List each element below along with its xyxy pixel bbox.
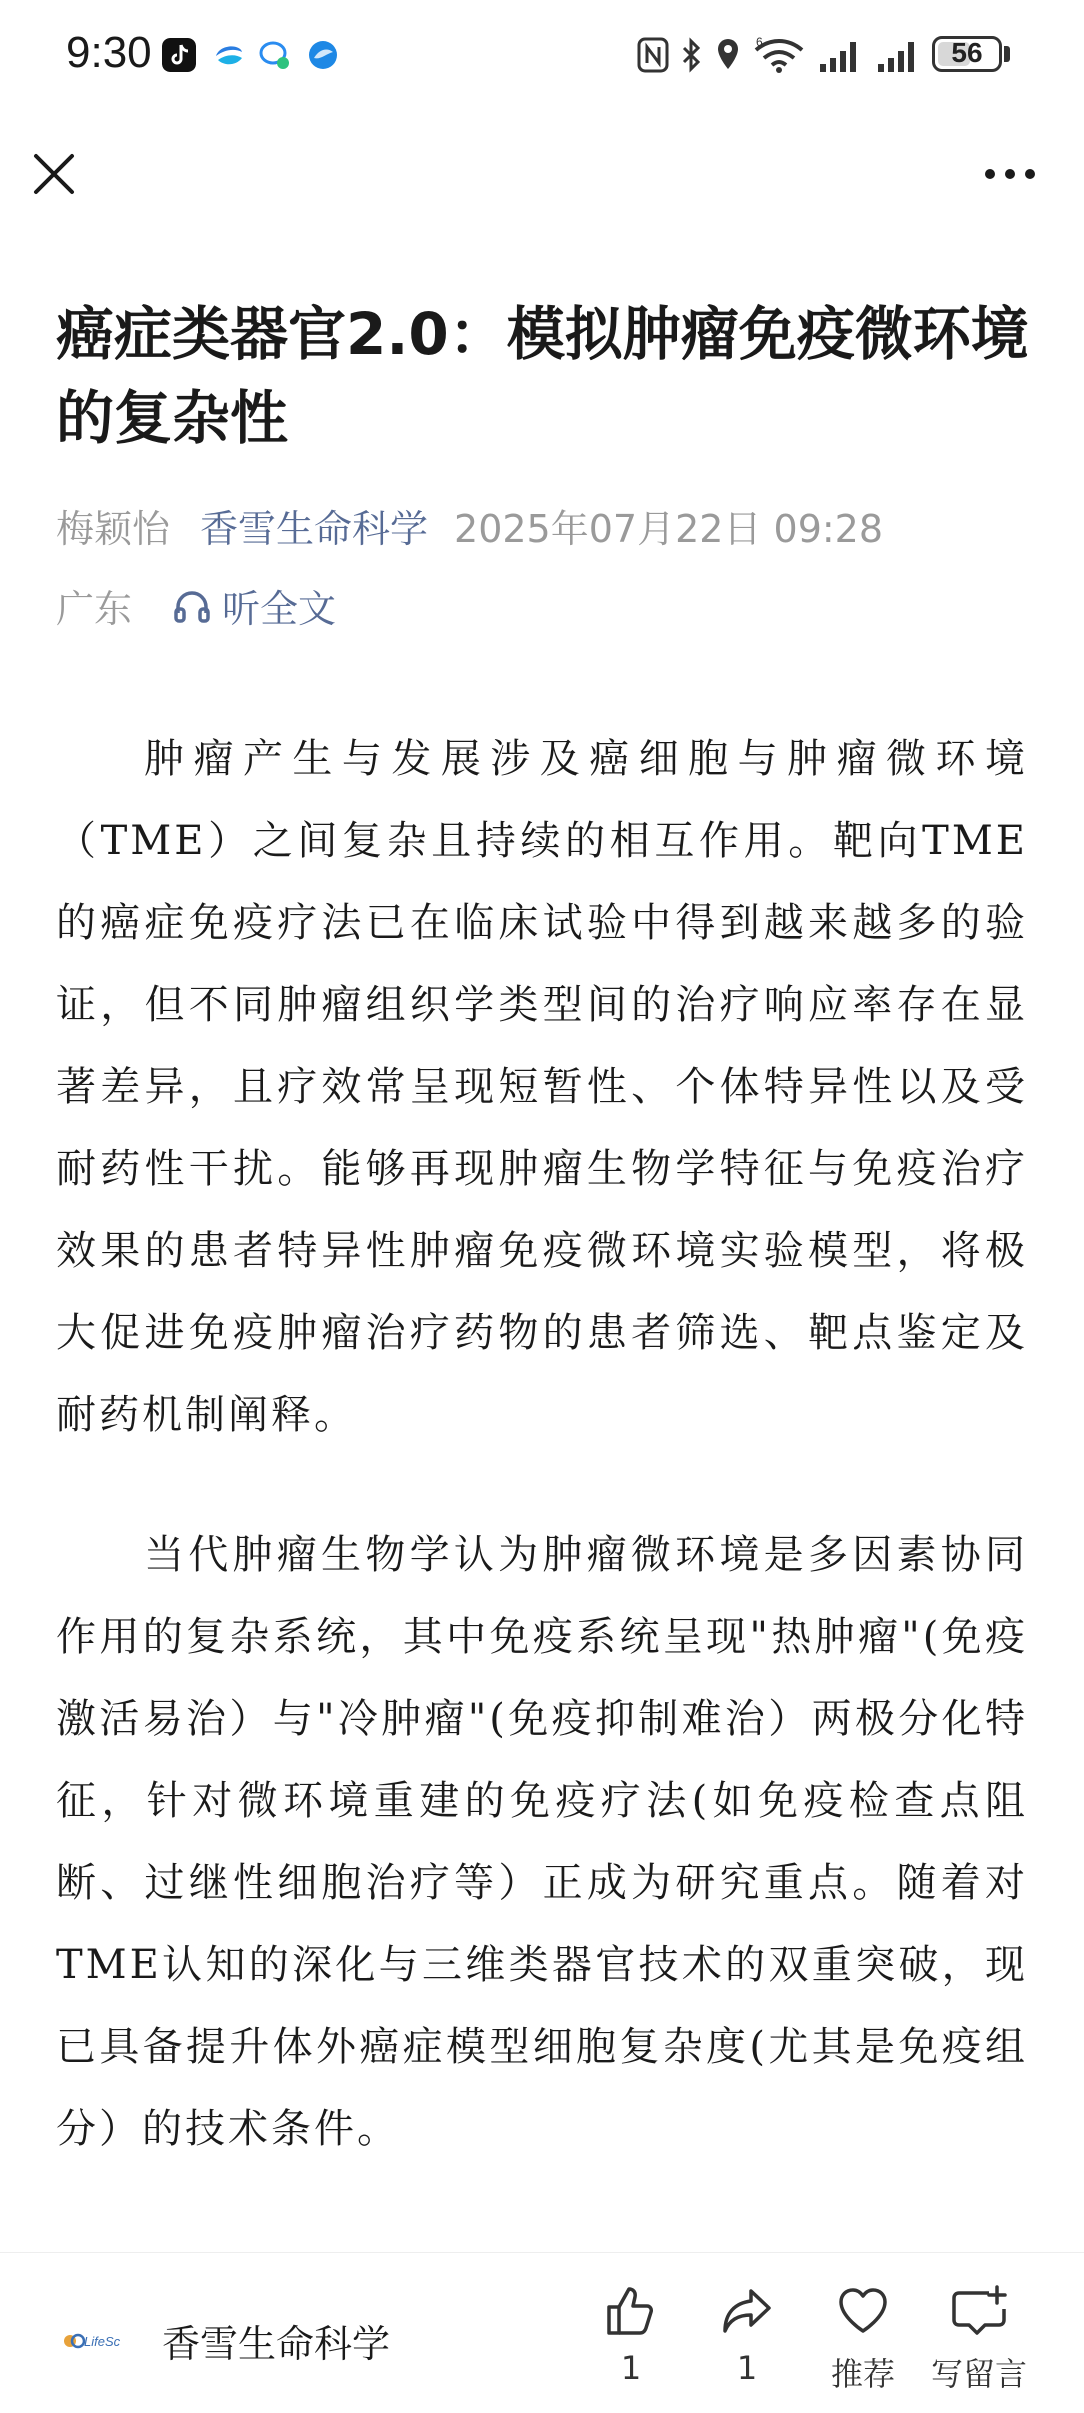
browser-icon bbox=[306, 38, 340, 72]
author-name: 梅颖怡 bbox=[56, 507, 171, 551]
app-icon bbox=[212, 38, 246, 72]
article-paragraph: 当代肿瘤生物学认为肿瘤微环境是多因素协同作用的复杂系统，其中免疫系统呈现"热肿瘤"(免疫激活易治）与"冷肿瘤"(免疫抑制难治）两极分化特征，针对微环境重建的免疫疗法(如免疫检查点阻断、过继性细胞治疗等）正成为研究重点。随着对TME认知的深化与三维类器官技术的双重突破，现已具备提升体外癌症模型细胞复杂度(尤其是免疫组分）的技术条件。 bbox=[56, 1532, 1028, 2152]
like-button[interactable] bbox=[576, 2283, 686, 2387]
heart-icon bbox=[835, 2283, 891, 2339]
listen-button[interactable] bbox=[172, 578, 336, 633]
article-title: 癌症类器官2.0：模拟肿瘤免疫微环境的复杂性 bbox=[56, 300, 1029, 452]
recommend-button[interactable] bbox=[808, 2283, 918, 2395]
article-paragraph: 肿瘤产生与发展涉及癌细胞与肿瘤微环境（TME）之间复杂且持续的相互作用。靶向TME的癌症免疫疗法已在临床试验中得到越来越多的验证，但不同肿瘤组织学类型间的治疗响应率存在显著差异，且疗效常呈现短暂性、个体特异性以及受耐药性干扰。能够再现肿瘤生物学特征与免疫治疗效果的患者特异性肿瘤免疫微环境实验模型，将极大促进免疫肿瘤治疗药物的患者筛选、靶点鉴定及耐药机制阐释。 bbox=[56, 736, 1028, 1438]
bottom-bar bbox=[0, 2252, 1084, 2413]
share-button[interactable] bbox=[692, 2283, 802, 2387]
battery-tip bbox=[1004, 46, 1010, 62]
signal-icon bbox=[876, 36, 922, 74]
bluetooth-icon bbox=[680, 36, 704, 74]
location-label: 广东 bbox=[56, 587, 133, 631]
headphones-icon bbox=[172, 587, 212, 625]
logo-text: LifeSc bbox=[84, 2334, 121, 2349]
comment-label: 写留言 bbox=[930, 2355, 1027, 2393]
like-count: 1 bbox=[620, 2349, 642, 2387]
comment-button[interactable] bbox=[924, 2283, 1034, 2395]
article-meta bbox=[56, 498, 883, 553]
location-icon bbox=[714, 36, 742, 74]
share-count: 1 bbox=[736, 2349, 758, 2387]
battery-icon bbox=[932, 36, 1002, 72]
nfc-icon bbox=[636, 36, 670, 74]
more-icon[interactable] bbox=[980, 152, 1040, 196]
tiktok-icon bbox=[162, 38, 196, 72]
thumbs-up-icon bbox=[603, 2283, 659, 2339]
close-icon[interactable] bbox=[30, 150, 78, 198]
recommend-label: 推荐 bbox=[830, 2355, 895, 2393]
signal-icon bbox=[818, 36, 864, 74]
status-bar bbox=[0, 0, 1084, 110]
status-time: 9:30 bbox=[66, 28, 152, 77]
wifi-icon bbox=[752, 36, 806, 74]
comment-icon bbox=[949, 2283, 1009, 2339]
source-link[interactable]: 香雪生命科学 bbox=[200, 507, 429, 551]
chat-icon bbox=[258, 38, 292, 72]
article-meta-location bbox=[56, 578, 336, 633]
svg-text:6: 6 bbox=[756, 36, 763, 49]
account-logo[interactable] bbox=[62, 2327, 132, 2355]
listen-label: 听全文 bbox=[222, 587, 337, 631]
share-icon bbox=[719, 2283, 775, 2339]
publish-datetime: 2025年07月22日 09:28 bbox=[454, 507, 884, 551]
battery-percent: 56 bbox=[951, 37, 983, 68]
account-name[interactable]: 香雪生命科学 bbox=[162, 2322, 391, 2366]
